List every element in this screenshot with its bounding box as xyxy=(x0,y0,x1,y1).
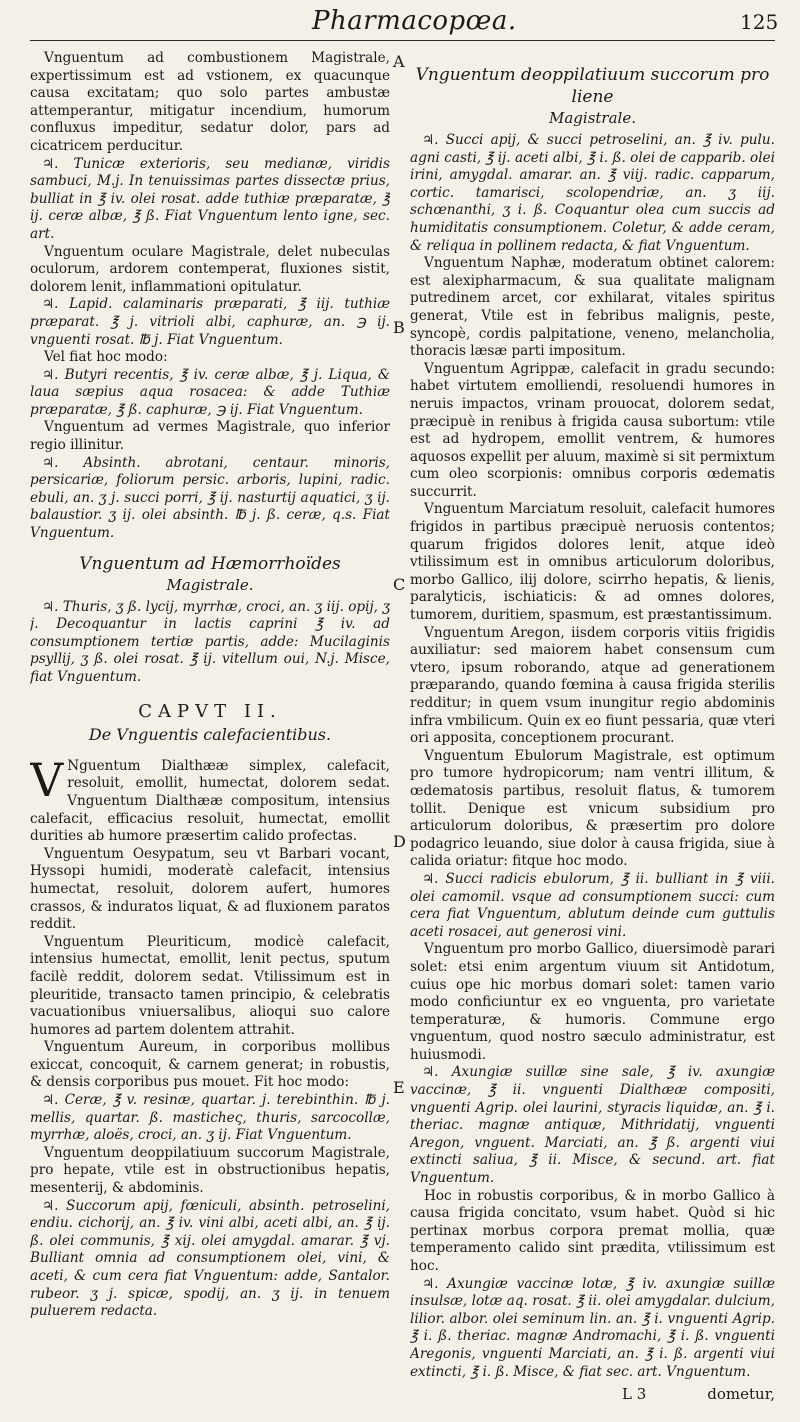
signature-mark: L 3 xyxy=(622,1385,647,1403)
paragraph: Vnguentum Marciatum resoluit, calefacit humores frigidos in partibus præcipuè neruosis contentos; quarum frigidos dolores lenit, atque ideò vtilissimum est in omnibus articulorum doloribus, morbo Gallico, ilij dolore, scirrho hepatis, & lienis, paralyticis, ischiaticis: & ad omnes dolores, tumorem, duritiem, spasmum, est præstantissimum. xyxy=(410,501,775,624)
catchword: dometur, xyxy=(707,1385,775,1403)
paragraph: Vnguentum Aregon, iisdem corporis vitiis frigidis auxiliatur: sed maiorem habet consensum cum vtero, ipsum roborando, atque ad generationem præparando, quando fœmina à causa frigida sterilis redditur; in quem vsum inungitur regio abdominis infra vmbilicum. Quin ex eo fiunt pessaria, quæ vteri ori apposita, conceptionem procurant. xyxy=(410,624,775,747)
paragraph: Vnguentum Agrippæ, calefacit in gradu secundo: habet virtutem emolliendi, resoluendi humores in neruis impactos, vrinam prouocat, dolorem sedat, præcipuè in renibus à frigida causa subortum: vtile est ad hydropem, emollit ventrem, & humores aquosos expellit per aluum, maximè si sit permixtum cum oleo scorpionis: omnibus corporis œdematis succurrit. xyxy=(410,360,775,500)
left-column xyxy=(30,50,390,1380)
paragraph: Vnguentum ad vermes Magistrale, quo inferior regio illinitur. xyxy=(30,419,390,454)
recipe: ♃. Succi apij, & succi petroselini, an. ℥ iv. pulu. agni casti, ℥ ij. aceti albi, ℥ i. ß. olei de capparib. olei irini, amygdal. amarar. an. ℥ viij. radic. capparum, cortic. tamarisci, scolopendriæ, an. ʒ iij. schœnanthi, ʒ i. ß. Coquantur olea cum succis ad humiditatis consumptionem. Coletur, & adde ceram, & reliqua in pollinem redacta, & fiat Vnguentum. xyxy=(410,132,775,254)
paragraph-text: Nguentum Dialthææ simplex, calefacit, resoluit, emollit, humectat, dolorem sedat. Vnguentum Dialthææ compositum, intensius calefacit, efficacius resoluit, humectat, emollit durities ab humore præsertim calido profectas. xyxy=(30,757,390,845)
recipe: ♃. Butyri recentis, ℥ iv. ceræ albæ, ℥ j. Liqua, & laua sæpius aqua rosacea: & adde Tuthiæ præparatæ, ℥ ß. caphuræ, ℈ ij. Fiat Vnguentum. xyxy=(30,366,390,418)
paragraph: Vnguentum oculare Magistrale, delet nubeculas oculorum, ardorem contemperat, fluxiones sistit, dolorem lenit, inflammationi opitulatur. xyxy=(30,243,390,295)
header-rule xyxy=(30,40,775,41)
recipe: ♃. Ceræ, ℥ v. resinæ, quartar. j. terebinthin. ℔ j. mellis, quartar. ß. masticheς, thuris, sarcocollæ, myrrhæ, aloës, croci, an. ʒ ij. Fiat Vnguentum. xyxy=(30,1092,390,1144)
section-title: Vnguentum deoppilatiuum succorum pro liene xyxy=(415,65,770,107)
section-subtitle: Magistrale. xyxy=(549,109,636,127)
page-footer xyxy=(410,1385,775,1409)
margin-letter-d: D xyxy=(393,832,406,851)
margin-letter-b: B xyxy=(393,318,405,337)
recipe: ♃. Absinth. abrotani, centaur. minoris, persicariæ, foliorum persic. arboris, lupini, radic. ebuli, an. ʒ j. succi porri, ℥ ij. nasturtij aquatici, ʒ ij. balaustior. ʒ ij. olei absinth. ℔ j. ß. ceræ, q.s. Fiat Vnguentum. xyxy=(30,454,390,542)
recipe: ♃. Thuris, ʒ ß. lycij, myrrhæ, croci, an. ʒ iij. opij, ʒ j. Decoquantur in lactis caprini ℥ iv. ad consumptionem tertiæ partis, adde: Mucilaginis psyllij, ʒ ß. olei rosat. ℥ ij. vitellum oui, N.j. Misce, fiat Vnguentum. xyxy=(30,598,390,685)
right-column xyxy=(410,50,775,1380)
chapter-title: CAPVT II. xyxy=(138,700,282,722)
recipe: ♃. Axungiæ suillæ sine sale, ℥ iv. axungiæ vaccinæ, ℥ ii. vnguenti Dialthææ compositi, vnguenti Agrip. olei laurini, styracis liquidæ, an. ℥ i. theriac. magnæ antiquæ, Mithridatij, vnguenti Aregon, vnguent. Marciati, an. ℥ ß. argenti viui extincti saliua, ℥ ii. Misce, & secund. art. fiat Vnguentum. xyxy=(410,1064,775,1187)
paragraph: Vnguentum pro morbo Gallico, diuersimodè parari solet: etsi enim argentum viuum sit Antidotum, cuius ope hic morbus domari solet: tamen vario modo conficiuntur ex eo vnguenta, pro varietate temperaturæ, & humoris. Commune ergo vnguentum, quod nostro sæculo administratur, est huiusmodi. xyxy=(410,941,775,1063)
recipe: ♃. Tunicæ exterioris, seu medianæ, viridis sambuci, M.j. In tenuissimas partes dissectæ prius, bulliat in ℥ iv. olei rosat. adde tuthiæ præparatæ, ℥ ij. ceræ albæ, ℥ ß. Fiat Vnguentum lento igne, sec. art. xyxy=(30,155,390,242)
section-subtitle: Magistrale. xyxy=(166,575,254,594)
running-head xyxy=(0,6,800,40)
paragraph: Vnguentum ad combustionem Magistrale, expertissimum est ad vstionem, ex quacunque causa excitatam; quo solo partes ambustæ attemperantur, mitigatur incendium, humorum confluxus impeditur, sedatur dolor, pars ad cicatricem perducitur. xyxy=(30,50,390,154)
paragraph: Vnguentum Naphæ, moderatum obtinet calorem: est alexipharmacum, & sua qualitate malignam putredinem arcet, cor exhilarat, vitales spiritus generat, Vtile est in febribus malignis, peste, syncopè, cordis palpitatione, veneno, melancholia, thoracis læsæ parti impositum. xyxy=(410,255,775,360)
paragraph: Vnguentum Aureum, in corporibus mollibus exiccat, concoquit, & carnem generat; in robustis, & densis corporibus pus mouet. Fit hoc modo: xyxy=(30,1039,390,1091)
paragraph-with-drop-cap xyxy=(30,752,390,846)
chapter-subtitle: De Vnguentis calefacientibus. xyxy=(88,725,332,745)
section-title: Vnguentum ad Hæmorrhoïdes xyxy=(79,553,341,574)
recipe: ♃. Axungiæ vaccinæ lotæ, ℥ iv. axungiæ suillæ insulsæ, lotæ aq. rosat. ℥ ii. olei amygdalar. dulcium, lilior. albor. olei seminum lin. an. ℥ i. vnguenti Agrip. ℥ i. ß. theriac. magnæ Andromachi, ℥ i. ß. vnguenti Aregonis, vnguenti Marciati, an. ℥ i. ß. argenti viui extincti, ℥ i. ß. Misce, & fiat sec. art. Vnguentum. xyxy=(410,1275,775,1380)
recipe: ♃. Lapid. calaminaris præparati, ℥ iij. tuthiæ præparat. ℥ j. vitrioli albi, caphuræ, an. ℈ ij. vnguenti rosat. ℔ j. Fiat Vnguentum. xyxy=(30,296,390,348)
recipe: ♃. Succi radicis ebulorum, ℥ ii. bulliant in ℥ viii. olei camomil. vsque ad consumptionem succi: cum cera fiat Vnguentum, ablutum deinde cum guttulis aceti rosacei, aut generosi vini. xyxy=(410,870,775,940)
paragraph: Vnguentum deoppilatiuum succorum Magistrale, pro hepate, vtile est in obstructionibus hepatis, mesenterij, & abdominis. xyxy=(30,1144,390,1197)
margin-letter-e: E xyxy=(393,1078,405,1097)
paragraph: Vnguentum Ebulorum Magistrale, est optimum pro tumore hydropicorum; nam ventri illitum, & œdematosis partibus, resoluit flatus, & tumorem tollit. Denique est vnicum subsidium pro articulorum doloribus, & præsertim pro dolore podagrico leuando, siue dolor à causa frigida, siue à calida oriatur: fitque hoc modo. xyxy=(410,747,775,870)
paragraph: Vnguentum Pleuriticum, modicè calefacit, intensius humectat, emollit, lenit pectus, sputum facilè reddit, dolorem sedat. Vtilissimum est in pleuritide, transacto tamen principio, & celebratis vacuationibus vniuersalibus, alioqui suo calore humores ad partem dolentem attrahit. xyxy=(30,933,390,1038)
margin-letter-c: C xyxy=(393,575,406,594)
page-number: 125 xyxy=(740,10,779,34)
paragraph: Vel fiat hoc modo: xyxy=(44,349,168,366)
paragraph: Vnguentum Oesypatum, seu vt Barbari vocant, Hyssopi humidi, moderatè calefacit, intensius humectat, resoluit, dolorem aufert, humores crassos, & induratos liquat, & ad fluxionem paratos reddit. xyxy=(30,845,390,933)
margin-letter-a: A xyxy=(393,52,405,71)
drop-cap: V xyxy=(30,752,64,807)
running-title: Pharmacopœa. xyxy=(312,6,517,36)
paragraph: Hoc in robustis corporibus, & in morbo Gallico à causa frigida concitato, vsum habet. Quòd si hic pertinax morbus corpora premat mollia, quæ temperamento calido sint prædita, vtilissimum est hoc. xyxy=(410,1187,775,1274)
recipe: ♃. Succorum apij, fœniculi, absinth. petroselini, endiu. cichorij, an. ℥ iv. vini albi, aceti albi, an. ℥ ij. ß. olei communis, ℥ xij. olei amygdal. amarar. ℥ vj. Bulliant omnia ad consumptionem olei, vini, & aceti, & cum cera fiat Vnguentum: adde, Santalor. rubeor. ʒ j. spicæ, spodij, an. ʒ ij. in tenuem puluerem redacta. xyxy=(30,1197,390,1320)
